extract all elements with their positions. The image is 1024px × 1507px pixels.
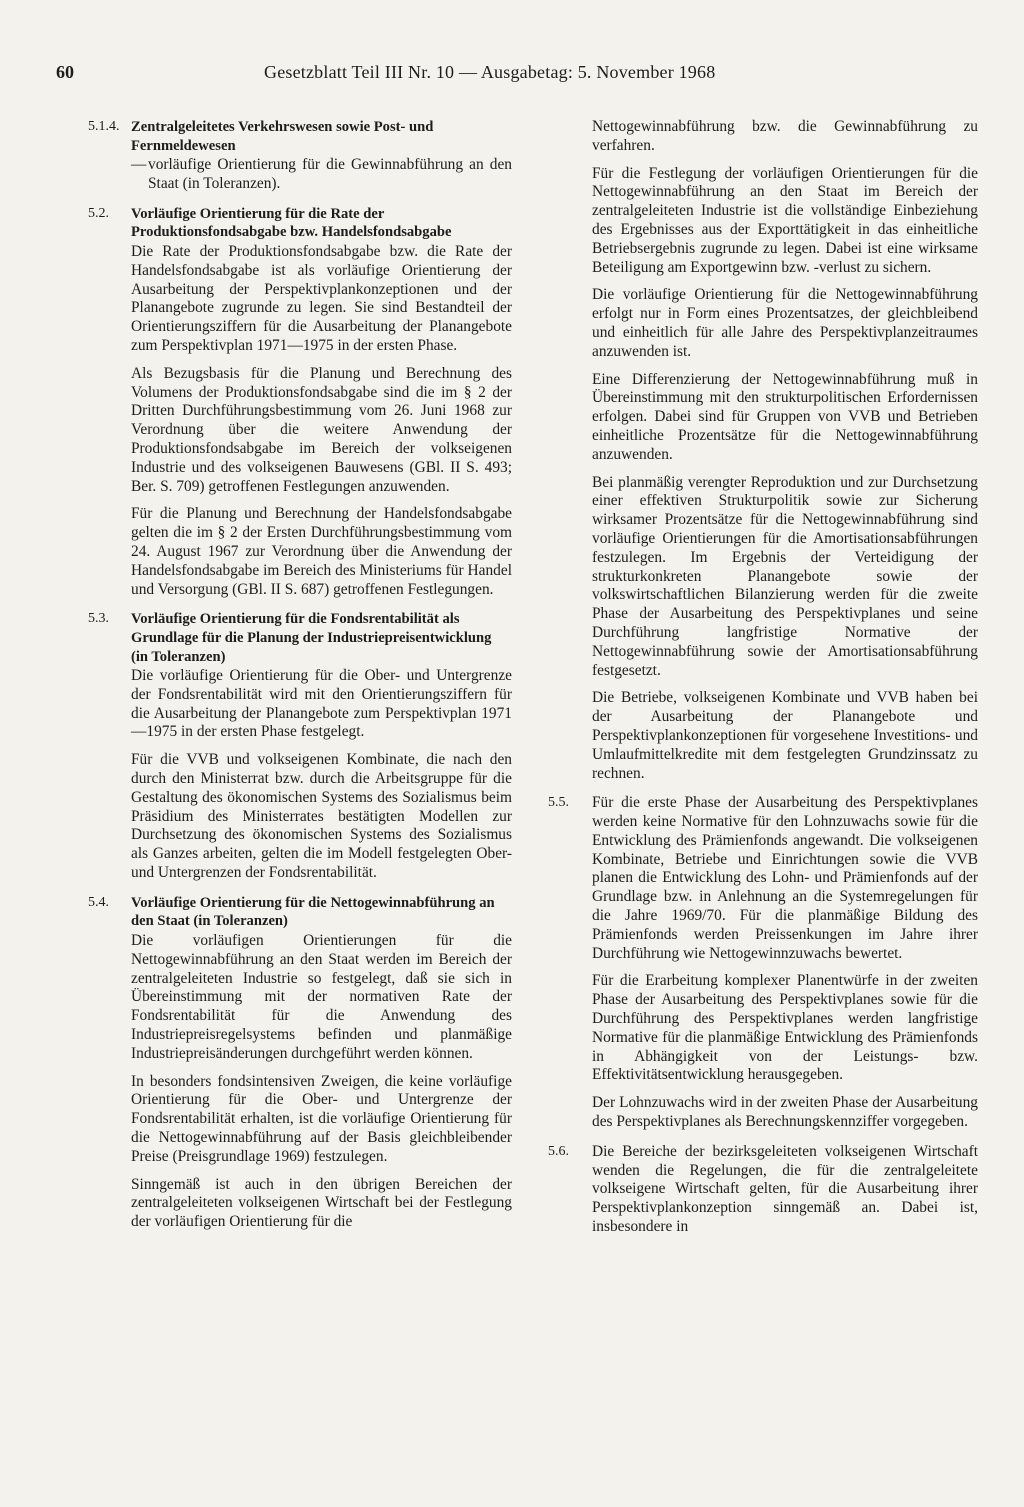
section-title: Vorläufige Orientierung für die Rate der Produktionsfondsabgabe bzw. Handelsfondsabgabe: [131, 205, 452, 241]
paragraph: Die vorläufige Orientierung für die Nettogewinnabführung erfolgt nur in Form eines Prozentsatzes, der gleichbleibend und einheitlich für alle Jahre des Perspektivplanzeitraumes anzuwenden ist.: [592, 286, 978, 360]
section-title: Zentralgeleitetes Verkehrswesen sowie Post- und Fernmeldewesen: [131, 119, 434, 154]
paragraph: Eine Differenzierung der Nettogewinnabführung muß in Übereinstimmung mit den strukturpolitischen Erfordernissen erfolgen. Dabei sind für Gruppen von VVB und Betrieben einheitliche Prozentsätze für die Nettogewinnabführung anzuwenden.: [592, 370, 978, 463]
paragraph: Für die Festlegung der vorläufigen Orientierungen für die Nettogewinnabführung an den Staat im Bereich der zentralgeleiteten Industrie ist die vollständige Einbeziehung des Ergebnisses aus der Exporttätigkeit in das einheitliche Betriebsergebnis zugrunde zu legen. Dabei ist eine wirksame Beteiligung am Exportgewinn bzw. -verlust zu sichern.: [592, 164, 978, 276]
page-number: 60: [56, 62, 74, 82]
section-title: Vorläufige Orientierung für die Nettogewinnabführung an den Staat (in Toleranzen): [131, 894, 495, 930]
section-5-4-continued: [548, 118, 978, 783]
section-5-1-4: [88, 118, 512, 194]
paragraph: Die Rate der Produktionsfondsabgabe bzw. die Rate der Handelsfondsabgabe ist als vorläufige Orientierung der Ausarbeitung der Perspektivplankonzeptionen und der Planangebote zugrunde zu legen. Sie sind Bestandteil der Orientierungsziffern für die Ausarbeitung der Planangebote zum Perspektivplan 1971—1975 in der ersten Phase.: [131, 242, 512, 354]
section-5-3: [88, 610, 512, 883]
section-number: 5.2.: [88, 205, 109, 221]
paragraph: Als Bezugsbasis für die Planung und Berechnung des Volumens der Produktionsfondsabgabe sind die im § 2 der Dritten Durchführungsbestimmung vom 26. Juni 1968 zur Verordnung über die weitere Anwendung der Produktionsfondsabgabe im Bereich der volkseigenen Industrie und des volkseigenen Bauwesens (GBl. II S. 493; Ber. S. 709) getroffenen Festlegungen anzuwenden.: [131, 364, 512, 495]
section-5-5: [548, 794, 978, 1132]
section-number: 5.3.: [88, 611, 109, 627]
section-5-4: [88, 894, 512, 1232]
paragraph: Die vorläufigen Orientierungen für die Nettogewinnabführung an den Staat werden im Bereich der zentralgeleiteten Industrie so festgelegt, daß sie sich in Übereinstimmung mit der normativen Rate der Fondsrentabilität für die Anwendung des Industriepreisregelsystems befinden und planmäßige Industriepreisänderungen durchgeführt werden können.: [131, 932, 512, 1062]
section-number: 5.4.: [88, 894, 109, 910]
section-title: Vorläufige Orientierung für die Fondsrentabilität als Grundlage für die Planung der Industriepreisentwicklung (in Toleranzen): [131, 611, 492, 665]
dash-list-item: — vorläufige Orientierung für die Gewinnabführung an den Staat (in Toleranzen).: [131, 156, 512, 194]
paragraph: Die Bereiche der bezirksgeleiteten volkseigenen Wirtschaft wenden die Regelungen, die für die zentralgeleitete volkseigene Wirtschaft gelten, für die Ausarbeitung ihrer Perspektivplankonzeption sinngemäß an. Dabei ist, insbesondere in: [592, 1142, 978, 1236]
paragraph: In besonders fondsintensiven Zweigen, die keine vorläufige Orientierung für die Ober- und Untergrenze der Fondsrentabilität erhalten, ist die vorläufige Orientierung für die Nettogewinnabführung auf der Basis gleichbleibender Preise (Preisgrundlage 1969) festzulegen.: [131, 1072, 512, 1165]
paragraph: Bei planmäßig verengter Reproduktion und zur Durchsetzung einer effektiven Strukturpolitik sowie zur Sicherung wirksamer Prozentsätze für die Nettogewinnabführung sind vorläufige Orientierungen für die Amortisationsabführungen festzulegen. Im Ergebnis der Verteidigung der strukturkonkreten Planangebote sowie der volkswirtschaftlichen Bilanzierung werden für die zweite Phase der Ausarbeitung des Perspektivplanes und seine Durchführung langfristige Normative der Nettogewinnabführung sowie der Amortisationsabführung festgesetzt.: [592, 473, 978, 679]
section-number: 5.1.4.: [88, 119, 120, 134]
section-number: 5.6.: [548, 1143, 569, 1159]
right-column: [548, 118, 978, 1248]
paragraph: Sinngemäß ist auch in den übrigen Bereichen der zentralgeleiteten volkseigenen Wirtschaft bei der Festlegung der vorläufigen Orientierung für die: [131, 1175, 512, 1231]
section-5-6: [548, 1143, 978, 1237]
running-title: Gesetzblatt Teil III Nr. 10 — Ausgabetag: 5. November 1968: [264, 62, 716, 82]
page-header: [54, 60, 982, 84]
paragraph: Für die VVB und volkseigenen Kombinate, die nach den durch den Ministerrat bzw. durch die Arbeitsgruppe für die Gestaltung des ökonomischen Systems des Sozialismus beim Präsidium des Ministerrates bestätigten Modellen zur Durchsetzung des ökonomischen Systems des Sozialismus als Ganzes arbeiten, gelten die im Modell festgelegten Ober- und Untergrenzen der Fondsrentabilität.: [131, 751, 512, 882]
section-5-2: [88, 205, 512, 600]
left-column: [88, 118, 512, 1243]
paragraph: Nettogewinnabführung bzw. die Gewinnabführung zu verfahren.: [592, 118, 978, 154]
section-number: 5.5.: [548, 795, 569, 811]
paragraph: Der Lohnzuwachs wird in der zweiten Phase der Ausarbeitung des Perspektivplanes als Berechnungskennziffer vorgegeben.: [592, 1094, 978, 1131]
paragraph: Für die erste Phase der Ausarbeitung des Perspektivplanes werden keine Normative für den Lohnzuwachs sowie für die Entwicklung des Prämienfonds angewandt. Die volkseigenen Kombinate, Betriebe und Einrichtungen sowie die VVB planen die Entwicklung des Lohn- und Prämienfonds auf der Grundlage bzw. in Anlehnung an die Systemregelungen für die Jahre 1969/70. Für die planmäßige Bildung des Prämienfonds werden Preissenkungen im Jahre ihrer Durchführung wie Nettogewinnzuwachs bewertet.: [592, 794, 978, 962]
paragraph: Die vorläufige Orientierung für die Ober- und Untergrenze der Fondsrentabilität wird mit den Orientierungsziffern für die Ausarbeitung der Planangebote zum Perspektivplan 1971—1975 in der ersten Phase festgelegt.: [131, 667, 512, 741]
paragraph: Für die Planung und Berechnung der Handelsfondsabgabe gelten die im § 2 der Ersten Durchführungsbestimmung vom 24. August 1967 zur Verordnung über die Anwendung der Handelsfondsabgabe im Bereich des Ministeriums für Handel und Versorgung (GBl. II S. 687) getroffenen Festlegungen.: [131, 505, 512, 598]
paragraph: Die Betriebe, volkseigenen Kombinate und VVB haben bei der Ausarbeitung der Planangebote und Perspektivplankonzeptionen für vorgesehene Investitions- und Umlaufmittelkredite mit dem festgelegten Grundzinssatz zu rechnen.: [592, 689, 978, 782]
paragraph: Für die Erarbeitung komplexer Planentwürfe in der zweiten Phase der Ausarbeitung des Perspektivplanes sowie für die Durchführung des Perspektivplanes werden langfristige Normative für die planmäßige Entwicklung des Prämienfonds in Abhängigkeit von der Leistungs- bzw. Effektivitätsentwicklung herausgegeben.: [592, 972, 978, 1084]
